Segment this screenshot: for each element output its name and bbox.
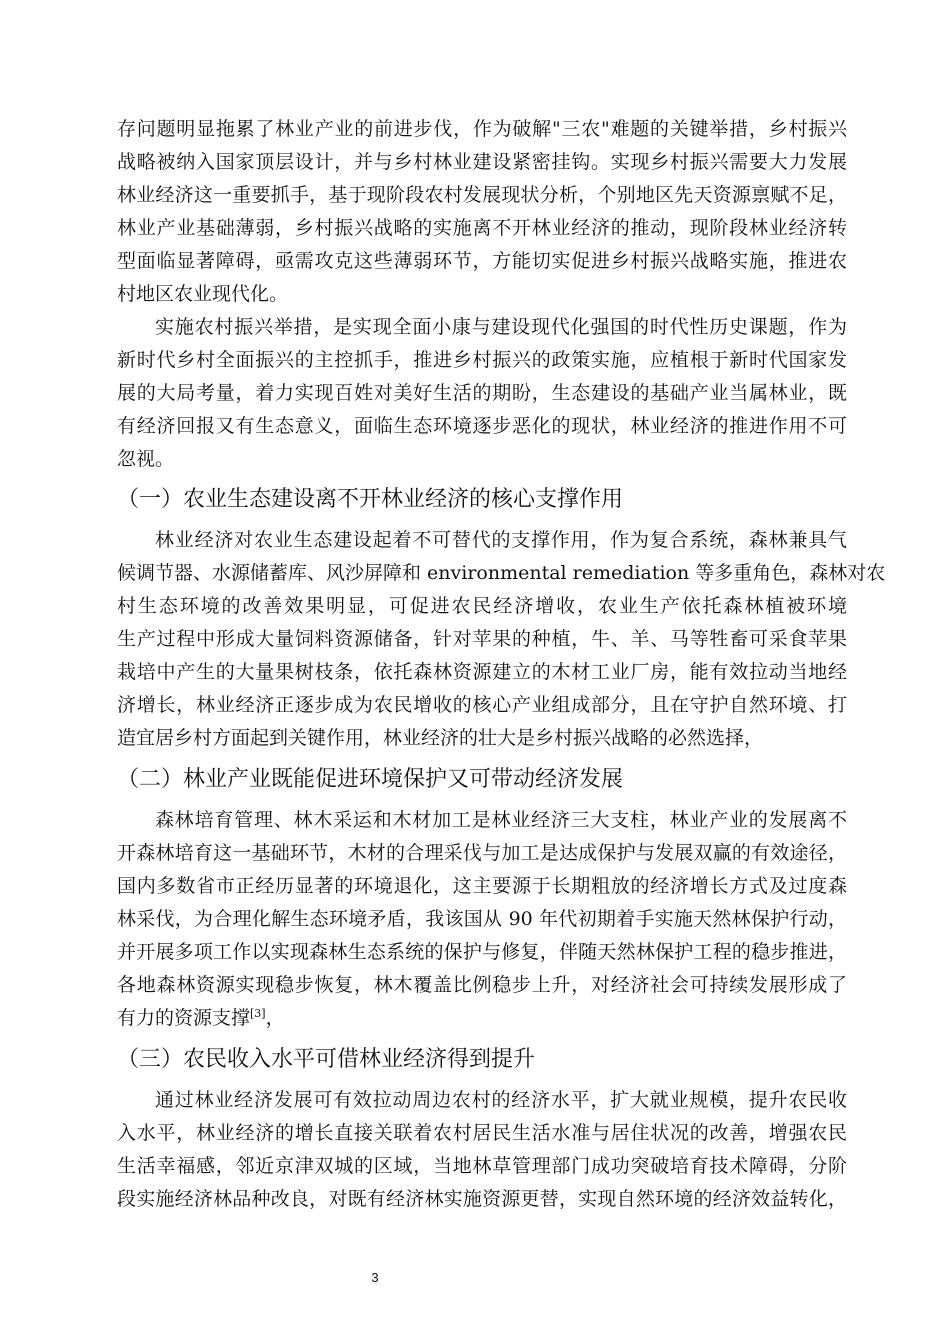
section-heading: （二）林业产业既能促进环境保护又可带动经济发展 — [117, 767, 624, 792]
body-line: 造宜居乡村方面起到关键作用，林业经济的壮大是乡村振兴战略的必然选择， — [117, 727, 764, 749]
body-line-with-citation — [117, 1006, 847, 1030]
body-line: 林业经济这一重要抓手，基于现阶段农村发展现状分析，个别地区先天资源禀赋不足， — [117, 184, 847, 206]
body-line: 生活幸福感，邻近京津双城的区域，当地林草管理部门成功突破培育技术障碍，分阶 — [117, 1155, 847, 1177]
citation-ref[interactable]: [3] — [250, 1007, 266, 1020]
body-line-text: 有力的资源支撑 — [117, 1007, 251, 1029]
section-heading: （一）农业生态建设离不开林业经济的核心支撑作用 — [117, 487, 624, 512]
body-line: 林业产业基础薄弱，乡村振兴战略的实施离不开林业经济的推动，现阶段林业经济转 — [117, 217, 847, 239]
body-line: 型面临显著障碍，亟需攻克这些薄弱环节，方能切实促进乡村振兴战略实施，推进农 — [117, 250, 847, 272]
body-line: 候调节器、水源储蓄库、风沙屏障和 environmental remediation 等多重角色，森林对农 — [117, 562, 886, 584]
body-line: 入水平，林业经济的增长直接关联着农村居民生活水准与居住状况的改善，增强农民 — [117, 1122, 847, 1144]
body-line: 国内多数省市正经历显著的环境退化，这主要源于长期粗放的经济增长方式及过度森 — [117, 875, 847, 897]
body-line: 村地区农业现代化。 — [117, 283, 289, 305]
body-line: 战略被纳入国家顶层设计，并与乡村林业建设紧密挂钩。实现乡村振兴需要大力发展 — [117, 151, 847, 173]
body-line: 各地森林资源实现稳步恢复，林木覆盖比例稳步上升，对经济社会可持续发展形成了 — [117, 974, 847, 996]
body-line: 栽培中产生的大量果树枝条，依托森林资源建立的木材工业厂房，能有效拉动当地经 — [117, 661, 847, 683]
body-line: 并开展多项工作以实现森林生态系统的保护与修复，伴随天然林保护工程的稳步推进， — [117, 941, 847, 963]
body-line: 林采伐，为合理化解生态环境矛盾，我该国从 90 年代初期着手实施天然林保护行动， — [117, 908, 847, 930]
body-line: 段实施经济林品种改良，对既有经济林实施资源更替，实现自然环境的经济效益转化， — [117, 1188, 847, 1210]
body-line: 实施农村振兴举措，是实现全面小康与建设现代化强国的时代性历史课题，作为 — [155, 316, 847, 338]
body-line-punct: ， — [265, 1007, 285, 1029]
body-line: 济增长，林业经济正逐步成为农民增收的核心产业组成部分，且在守护自然环境、打 — [117, 694, 847, 716]
body-line: 通过林业经济发展可有效拉动周边农村的经济水平，扩大就业规模，提升农民收 — [155, 1089, 847, 1111]
body-line: 存问题明显拖累了林业产业的前进步伐，作为破解"三农"难题的关键举措，乡村振兴 — [117, 118, 847, 140]
page-number: 3 — [371, 1270, 379, 1285]
body-line: 忽视。 — [117, 448, 175, 470]
body-line: 村生态环境的改善效果明显，可促进农民经济增收，农业生产依托森林植被环境 — [117, 595, 847, 617]
body-line: 生产过程中形成大量饲料资源储备，针对苹果的种植，牛、羊、马等牲畜可采食苹果 — [117, 628, 847, 650]
section-heading: （三）农民收入水平可借林业经济得到提升 — [117, 1047, 536, 1072]
body-line: 林业经济对农业生态建设起着不可替代的支撑作用，作为复合系统，森林兼具气 — [155, 529, 847, 551]
body-line: 新时代乡村全面振兴的主控抓手，推进乡村振兴的政策实施，应植根于新时代国家发 — [117, 349, 847, 371]
body-line: 森林培育管理、林木采运和木材加工是林业经济三大支柱，林业产业的发展离不 — [155, 809, 847, 831]
body-line: 展的大局考量，着力实现百姓对美好生活的期盼，生态建设的基础产业当属林业，既 — [117, 382, 847, 404]
body-line: 有经济回报又有生态意义，面临生态环境逐步恶化的现状，林业经济的推进作用不可 — [117, 415, 847, 437]
body-line: 开森林培育这一基础环节，木材的合理采伐与加工是达成保护与发展双赢的有效途径， — [117, 842, 847, 864]
